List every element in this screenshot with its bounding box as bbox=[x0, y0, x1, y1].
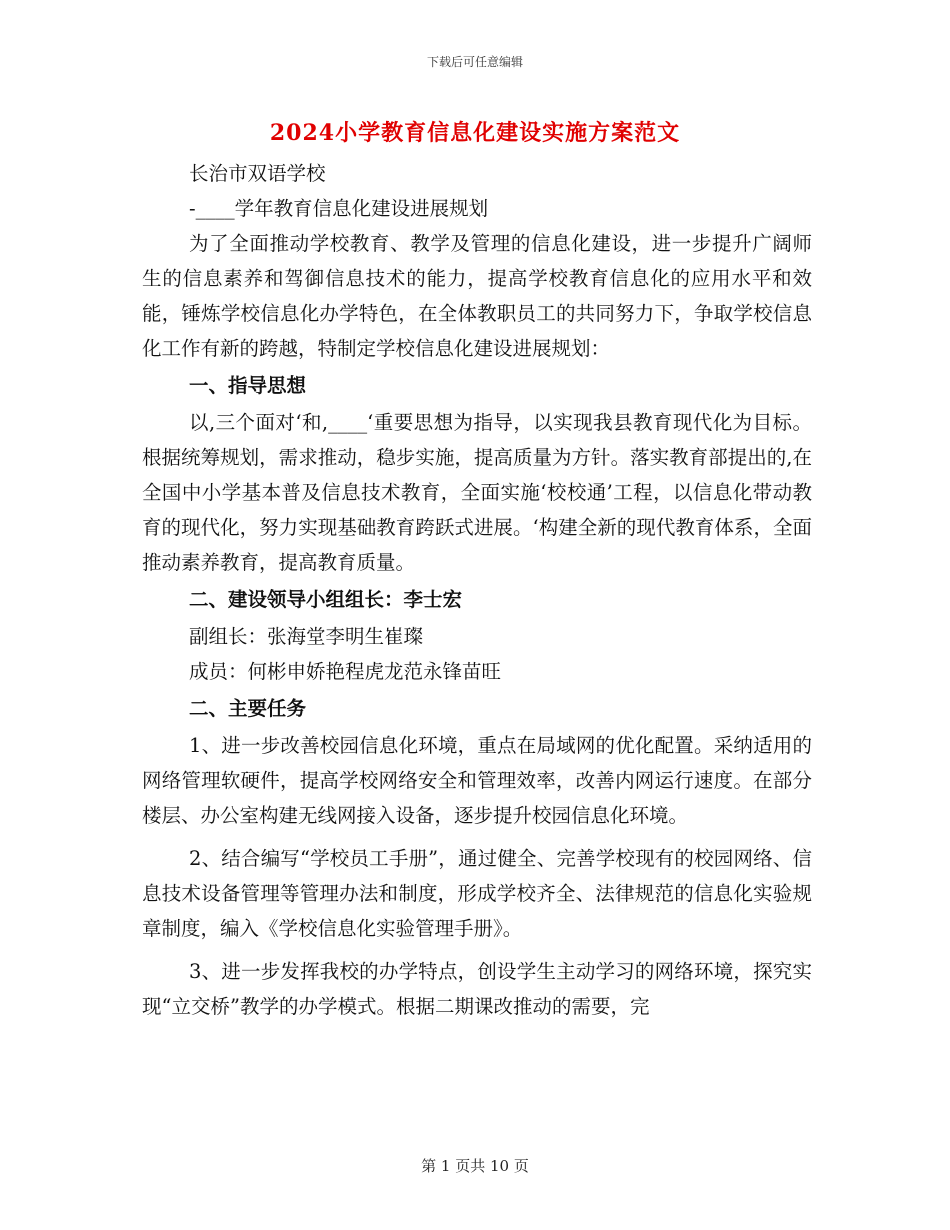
document-body bbox=[142, 156, 812, 1024]
paragraph-task-1: 1、进一步改善校园信息化环境，重点在局域网的优化配置。采纳适用的网络管理软硬件，提高学校网络安全和管理效率，改善内网运行速度。在部分楼层、办公室构建无线网接入设备，逐步提升校园信息化环境。 bbox=[142, 734, 812, 827]
header-note: 下载后可任意编辑 bbox=[426, 55, 523, 69]
paragraph-task-3: 3、进一步发挥我校的办学特点，创设学生主动学习的网络环境，探究实现“立交桥”教学的办学模式。根据二期课改推动的需要，完 bbox=[142, 960, 812, 1018]
section-heading-guiding-ideology: 一、指导思想 bbox=[189, 374, 307, 397]
page-footer: 第 1 页共 10 页 bbox=[421, 1157, 529, 1175]
paragraph-guiding-ideology: 以,三个面对‘和,____‘重要思想为指导，以实现我县教育现代化为目标。根据统筹规划，需求推动，稳步实施，提高质量为方针。落实教育部提出的,在全国中小学基本普及信息技术教育，全面实施‘校校通’工程，以信息化带动教育的现代化，努力实现基础教育跨跃式进展。‘构建全新的现代教育体系，全面推动素养教育，提高教育质量。 bbox=[142, 411, 812, 574]
document-title: 2024小学教育信息化建设实施方案范文 bbox=[269, 120, 681, 146]
paragraph-school-name: 长治市双语学校 bbox=[189, 162, 326, 185]
paragraph-deputy-leaders: 副组长：张海堂李明生崔璨 bbox=[189, 625, 424, 648]
paragraph-task-2: 2、结合编写“学校员工手册”，通过健全、完善学校现有的校园网络、信息技术设备管理等管理办法和制度，形成学校齐全、法律规范的信息化实验规章制度，编入《学校信息化实验管理手册》。 bbox=[142, 847, 812, 940]
paragraph-members: 成员：何彬申娇艳程虎龙范永锋苗旺 bbox=[189, 660, 502, 683]
paragraph-intro: 为了全面推动学校教育、教学及管理的信息化建设，进一步提升广阔师生的信息素养和驾御信息技术的能力，提高学校教育信息化的应用水平和效能，锤炼学校信息化办学特色，在全体教职员工的共同努力下，争取学校信息化工作有新的跨越，特制定学校信息化建设进展规划： bbox=[142, 232, 812, 360]
section-heading-leadership-group: 二、建设领导小组组长：李士宏 bbox=[189, 588, 463, 611]
section-heading-main-tasks: 二、主要任务 bbox=[189, 697, 307, 720]
paragraph-plan-subtitle: -____学年教育信息化建设进展规划 bbox=[189, 197, 489, 220]
